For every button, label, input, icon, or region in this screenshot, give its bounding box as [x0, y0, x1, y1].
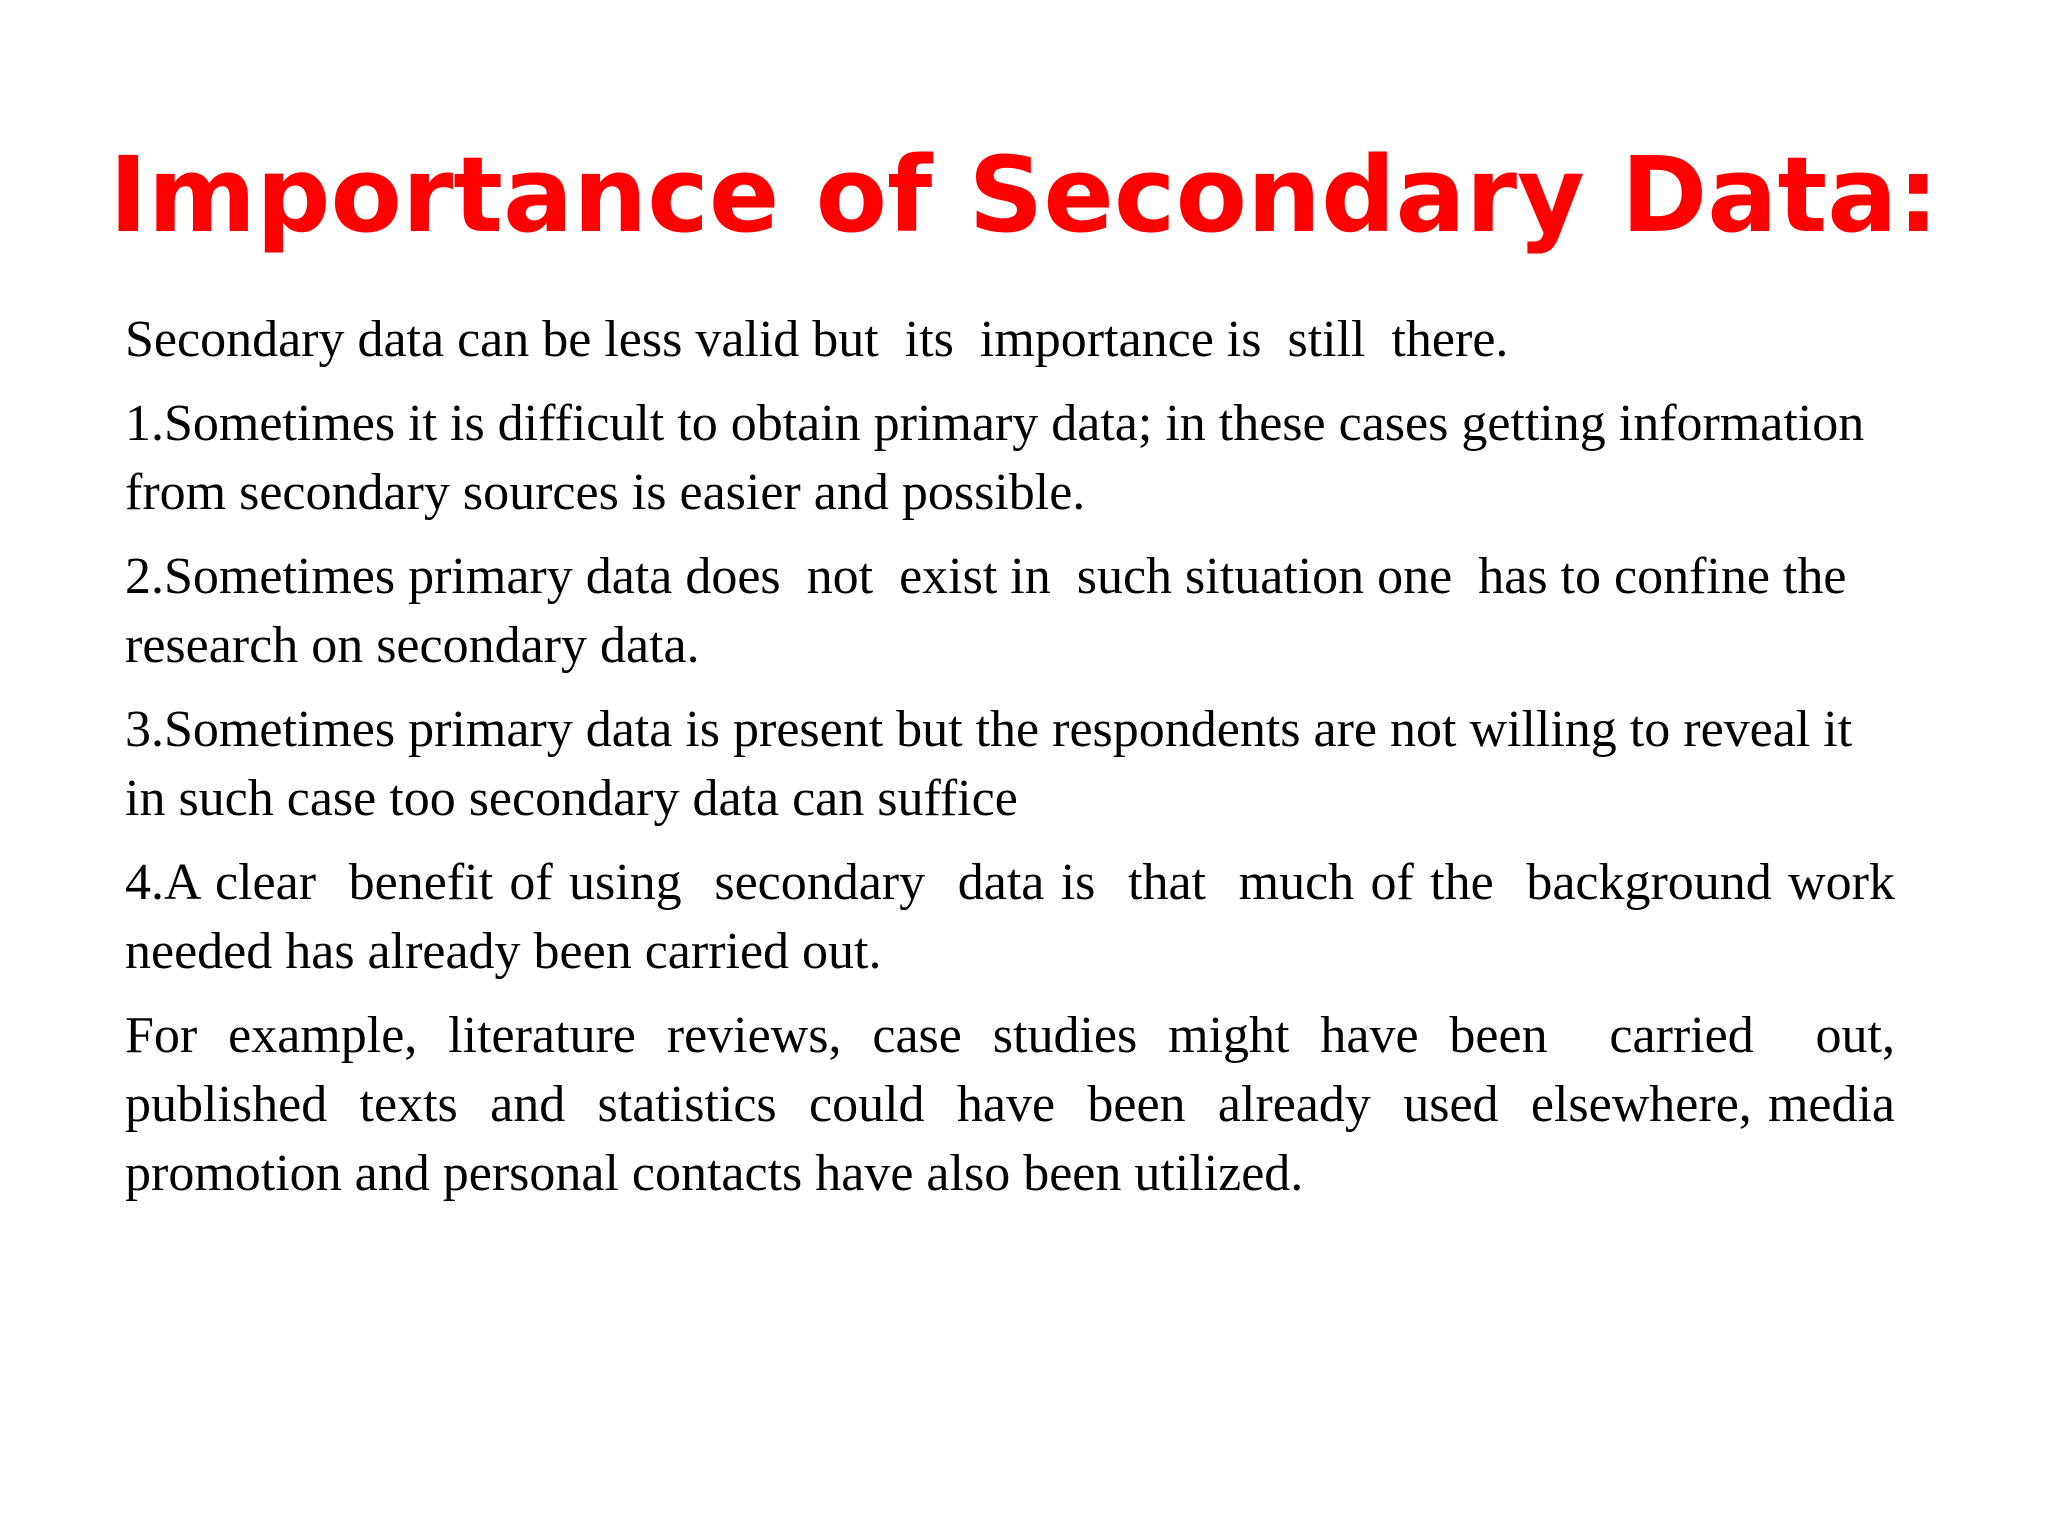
slide-body	[125, 305, 1908, 1223]
example-paragraph: For example, literature reviews, case studies might have been carried out, published texts and statistics could have been already used elsewhere, media promotion and personal contacts have also been utilized.	[125, 1007, 1908, 1202]
point-4-paragraph: 4.A clear benefit of using secondary data is that much of the background work needed has already been carried out.	[125, 854, 1908, 980]
point-1-paragraph: 1.Sometimes it is difficult to obtain primary data; in these cases getting information from secondary sources is easier and possible.	[125, 395, 1878, 521]
point-3-paragraph: 3.Sometimes primary data is present but the respondents are not willing to reveal it in such case too secondary data can suffice	[125, 701, 1866, 827]
intro-paragraph: Secondary data can be less valid but its importance is still there.	[125, 311, 1509, 368]
point-2-paragraph: 2.Sometimes primary data does not exist in such situation one has to confine the research on secondary data.	[125, 548, 1860, 674]
slide-title: Importance of Secondary Data:	[109, 134, 1939, 256]
